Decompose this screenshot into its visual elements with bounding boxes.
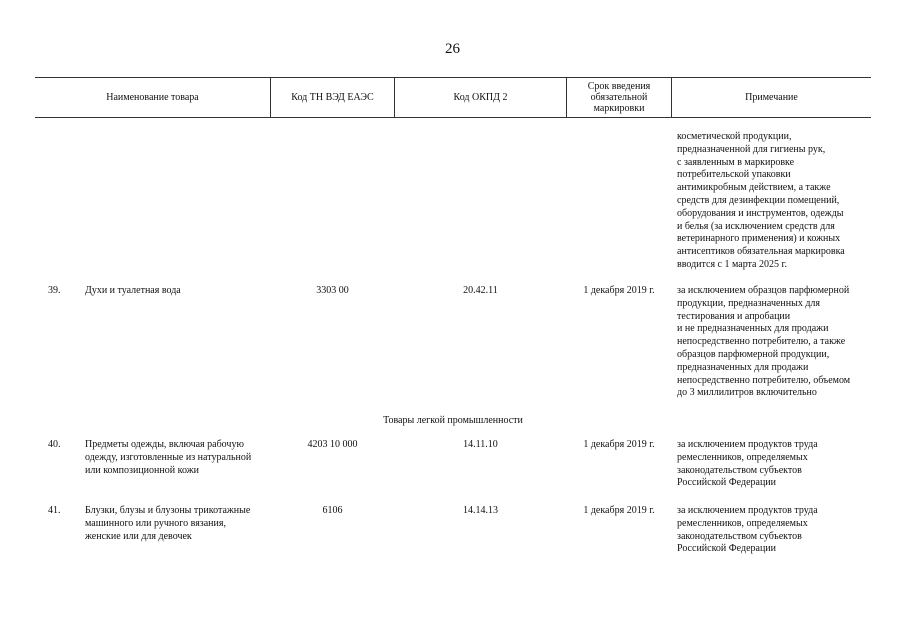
row-date: 1 декабря 2019 г. — [583, 505, 655, 516]
table-header-bottom-border — [35, 117, 871, 118]
header-name: Наименование товара — [106, 91, 199, 103]
header-okpd: Код ОКПД 2 — [453, 91, 508, 103]
header-note: Примечание — [745, 91, 798, 103]
row-tnved: 6106 — [322, 505, 343, 516]
header-date: Срок введения обязательной маркировки — [587, 80, 651, 114]
row-number: 40. — [48, 439, 61, 450]
row-okpd: 20.42.11 — [463, 285, 498, 296]
row-number: 41. — [48, 505, 61, 516]
continuation-note: косметической продукции, предназначенной для гигиены рук, с заявленным в маркировке потребительской упаковки антимикробным действием, а также средств для дезинфекции помещений, оборудования и инструментов, одежды и белья (за исключением средств для ветеринарного применения) и кожных антисептиков обязательная маркировка вводится с 1 марта 2025 г. — [677, 131, 845, 270]
page-number: 26 — [445, 41, 460, 57]
row-note: за исключением продуктов труда ремесленников, определяемых законодательством субъектов Российской Федерации — [677, 505, 818, 555]
row-note: за исключением образцов парфюмерной продукции, предназначенных для тестирования и апробации и не предназначенных для продажи непосредственно потребителю, а также образцов парфюмерной продукции, предназначенных для продажи непосредственно потребителю, объемом до 3 миллилитров включительно — [677, 285, 851, 399]
header-tnved: Код ТН ВЭД ЕАЭС — [291, 91, 374, 103]
row-tnved: 4203 10 000 — [307, 439, 358, 450]
row-tnved: 3303 00 — [316, 285, 349, 296]
row-date: 1 декабря 2019 г. — [583, 285, 655, 296]
row-name: Блузки, блузы и блузоны трикотажные машинного или ручного вязания, женские или для девочек — [85, 505, 251, 542]
row-name: Предметы одежды, включая рабочую одежду, изготовленные из натуральной или композиционной кожи — [85, 439, 252, 476]
section-title: Товары легкой промышленности — [383, 415, 523, 426]
row-note: за исключением продуктов труда ремесленников, определяемых законодательством субъектов Российской Федерации — [677, 439, 818, 489]
row-okpd: 14.11.10 — [463, 439, 498, 450]
row-number: 39. — [48, 285, 61, 296]
row-name: Духи и туалетная вода — [85, 285, 181, 296]
row-date: 1 декабря 2019 г. — [583, 439, 655, 450]
row-okpd: 14.14.13 — [463, 505, 498, 516]
